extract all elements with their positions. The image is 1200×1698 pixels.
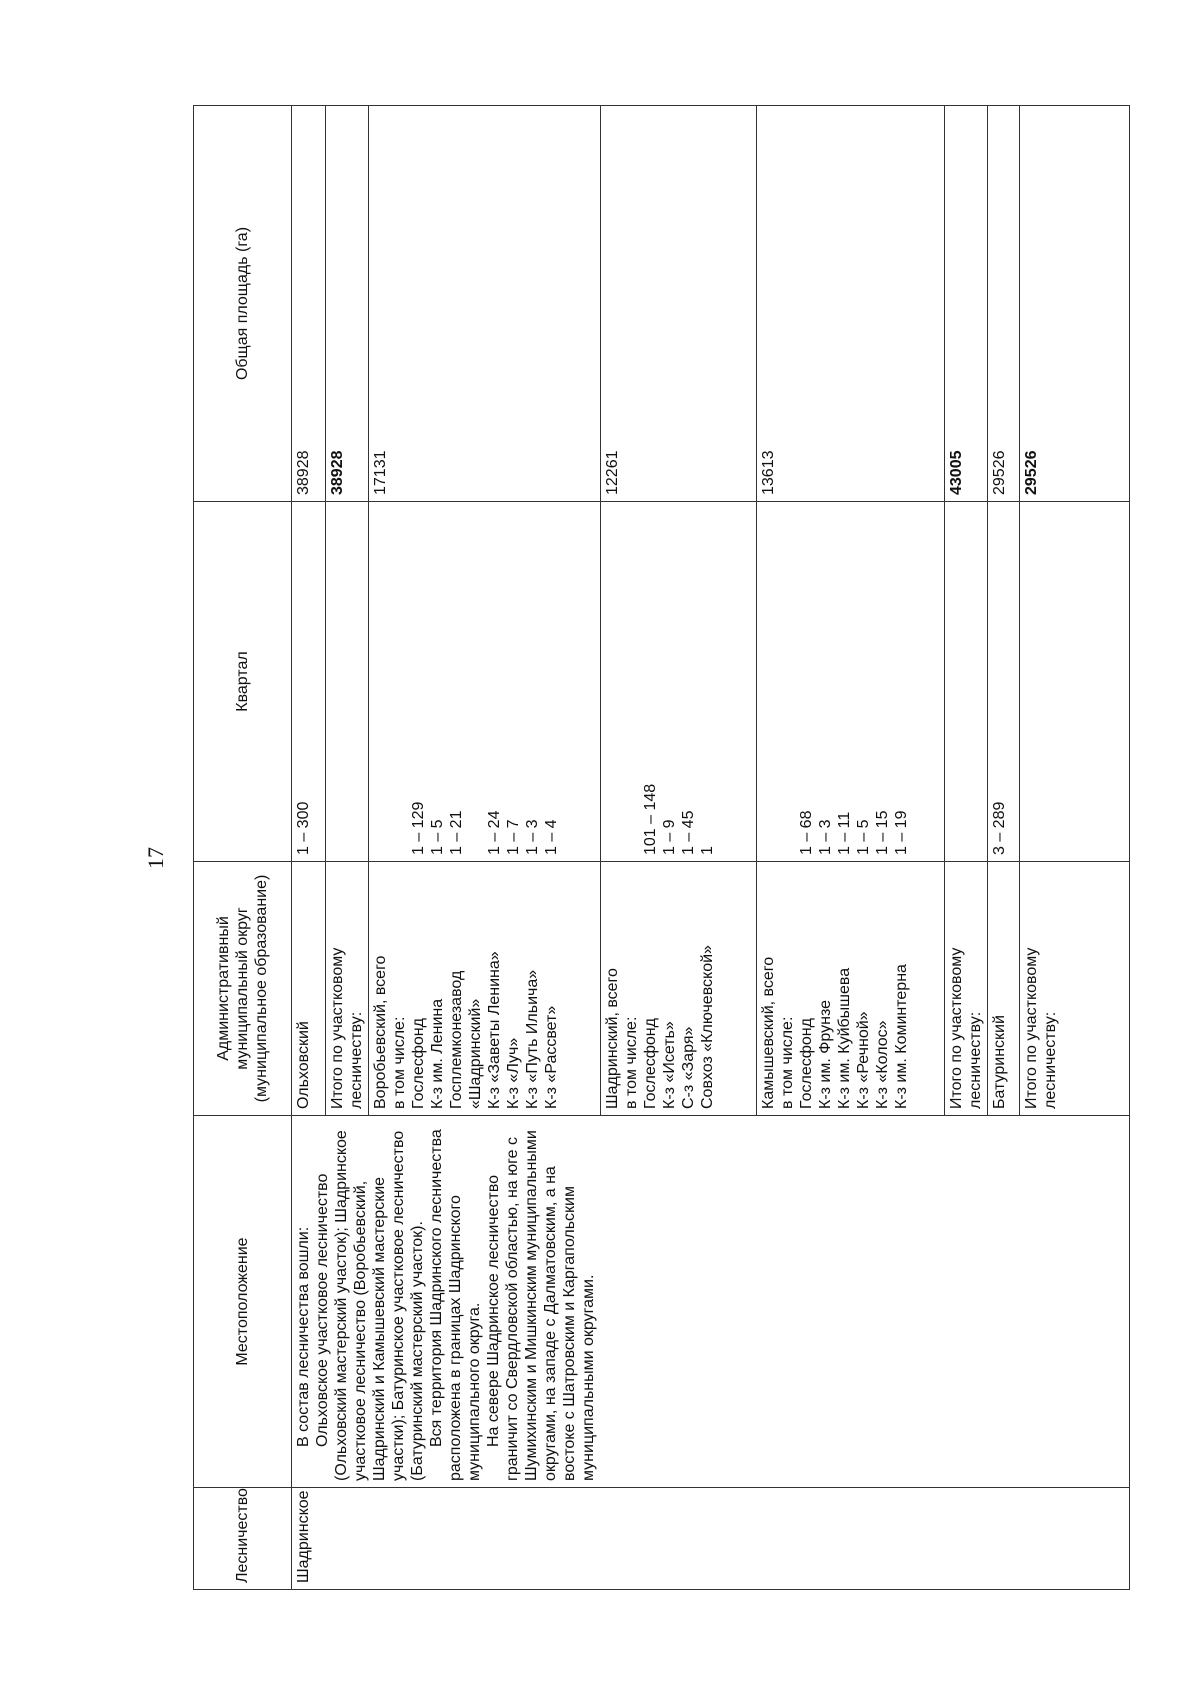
district-line: Воробьевский, всего (372, 955, 389, 1109)
area-cell: 29526 (1020, 106, 1130, 502)
district-line: Ольховский (295, 1021, 312, 1109)
district-cell (945, 862, 988, 1116)
area-cell: 12261 (601, 106, 757, 502)
page-number: 17 (143, 847, 168, 869)
district-line: «Шадринский» (467, 998, 484, 1109)
location-cell (292, 1116, 1130, 1488)
district-line: К-з им. Коминтерна (893, 964, 910, 1109)
district-line: К-з «Колос» (874, 1020, 891, 1109)
area-cell: 29526 (988, 106, 1020, 502)
area-cell: 38928 (292, 106, 326, 502)
area-cell: 13613 (757, 106, 945, 502)
quarter-cell (757, 502, 945, 862)
quarter-cell (601, 502, 757, 862)
quarter-cell (326, 502, 369, 862)
district-line: Итого по участковому (948, 947, 965, 1109)
district-line: Итого по участковому (329, 947, 346, 1109)
district-line: лесничеству: (348, 1011, 365, 1109)
quarter-line: 1 – 9 (661, 819, 678, 855)
quarter-cell (988, 502, 1020, 862)
district-line: К-з «Рассвет» (543, 1005, 560, 1109)
location-paragraph: Вся территория Шадринского лесничества расположена в границах Шадринского муниципального округа. (428, 1129, 483, 1481)
district-line: лесничеству: (1042, 1011, 1059, 1109)
quarter-line (371, 508, 390, 855)
district-cell (757, 862, 945, 1116)
quarter-cell (292, 502, 326, 862)
district-line: К-з им. Ленина (429, 998, 446, 1109)
district-line: Гослесфонд (642, 1018, 659, 1109)
district-cell (326, 862, 369, 1116)
quarter-line (466, 508, 485, 855)
header-quarter: Квартал (194, 502, 292, 862)
district-line: Гослесфонд (410, 1018, 427, 1109)
quarter-line: 1 – 300 (295, 801, 312, 855)
district-line: К-з «Исеть» (661, 1021, 678, 1109)
forestry-table (193, 105, 1130, 1590)
area-cell: 38928 (326, 106, 369, 502)
district-line: Шадринский, всего (604, 968, 621, 1109)
district-cell (369, 862, 601, 1116)
district-line: К-з им. Куйбышева (836, 967, 853, 1109)
quarter-cell (369, 502, 601, 862)
district-line: Госплемконезавод (448, 970, 465, 1109)
quarter-line: 1 – 19 (893, 810, 910, 855)
quarter-line: 1 – 3 (817, 819, 834, 855)
quarter-line: 1 – 21 (448, 810, 465, 855)
quarter-line: 1 – 3 (524, 819, 541, 855)
rotated-table-wrapper (193, 106, 1130, 1590)
quarter-line (759, 508, 778, 855)
quarter-line: 1 – 5 (429, 819, 446, 855)
district-line: в том числе: (391, 1016, 408, 1109)
quarter-line: 101 – 148 (642, 783, 659, 855)
quarter-line: 1 – 129 (410, 801, 427, 855)
quarter-line (390, 508, 409, 855)
district-line: К-з им. Фрунзе (817, 999, 834, 1109)
district-line: С-з «Заря» (680, 1026, 697, 1109)
district-line: Совхоз «Ключевской» (699, 945, 716, 1109)
district-cell (292, 862, 326, 1116)
district-line: Камышевский, всего (760, 956, 777, 1109)
quarter-line: 1 – 7 (505, 819, 522, 855)
quarter-line: 1 – 4 (543, 819, 560, 855)
district-line: К-з «Заветы Ленина» (486, 951, 503, 1109)
district-line: Итого по участковому (1023, 947, 1040, 1109)
district-line: лесничеству: (967, 1011, 984, 1109)
quarter-line: 1 – 68 (798, 810, 815, 855)
district-cell (988, 862, 1020, 1116)
district-line: Батуринский (991, 1015, 1008, 1109)
location-paragraph: Ольховское участковое лесничество (Ольховский мастерский участок); Шадринское участковое лесничество (Воробьевский, Шадринский и Камышевский мастерские участки); Батуринское участковое лесничество (Батуринский мастерский участок). (314, 1130, 426, 1481)
header-district: Административный муниципальный округ (муниципальное образование) (194, 862, 292, 1116)
district-line: К-з «Луч» (505, 1037, 522, 1109)
quarter-line: 3 – 289 (991, 801, 1008, 855)
location-paragraph: На севере Шадринское лесничество граничит со Свердловской областью, на юге с Шумихинским и Мишкинским муниципальными округами, на западе с Далматовским, а на востоке с Шатровским и Каргапольским муниципальными округами. (485, 1130, 597, 1481)
quarter-line: 1 – 11 (836, 811, 853, 855)
district-line: Гослесфонд (798, 1018, 815, 1109)
district-line: К-з «Путь Ильича» (524, 969, 541, 1109)
header-area: Общая площадь (га) (194, 106, 292, 502)
quarter-line (778, 508, 797, 855)
quarter-line (603, 508, 622, 855)
table-body (292, 106, 1130, 1590)
header-row (194, 106, 292, 1590)
district-line: в том числе: (623, 1016, 640, 1109)
quarter-cell (1020, 502, 1130, 862)
district-line: К-з «Речной» (855, 1011, 872, 1109)
area-cell: 43005 (945, 106, 988, 502)
forestry-name-cell: Шадринское (292, 1488, 1130, 1590)
quarter-line: 1 – 45 (680, 810, 697, 855)
area-cell: 17131 (369, 106, 601, 502)
table-row (292, 106, 326, 1590)
quarter-line (622, 508, 641, 855)
location-paragraph: В состав лесничества вошли: (295, 1226, 312, 1447)
header-location: Местоположение (194, 1116, 292, 1488)
quarter-cell (945, 502, 988, 862)
district-cell (601, 862, 757, 1116)
quarter-line: 1 – 15 (874, 810, 891, 855)
quarter-line: 1 (699, 846, 716, 855)
quarter-line: 1 – 5 (855, 819, 872, 855)
district-line: в том числе: (779, 1016, 796, 1109)
quarter-line: 1 – 24 (486, 810, 503, 855)
header-forestry: Лесничество (194, 1488, 292, 1590)
district-cell (1020, 862, 1130, 1116)
